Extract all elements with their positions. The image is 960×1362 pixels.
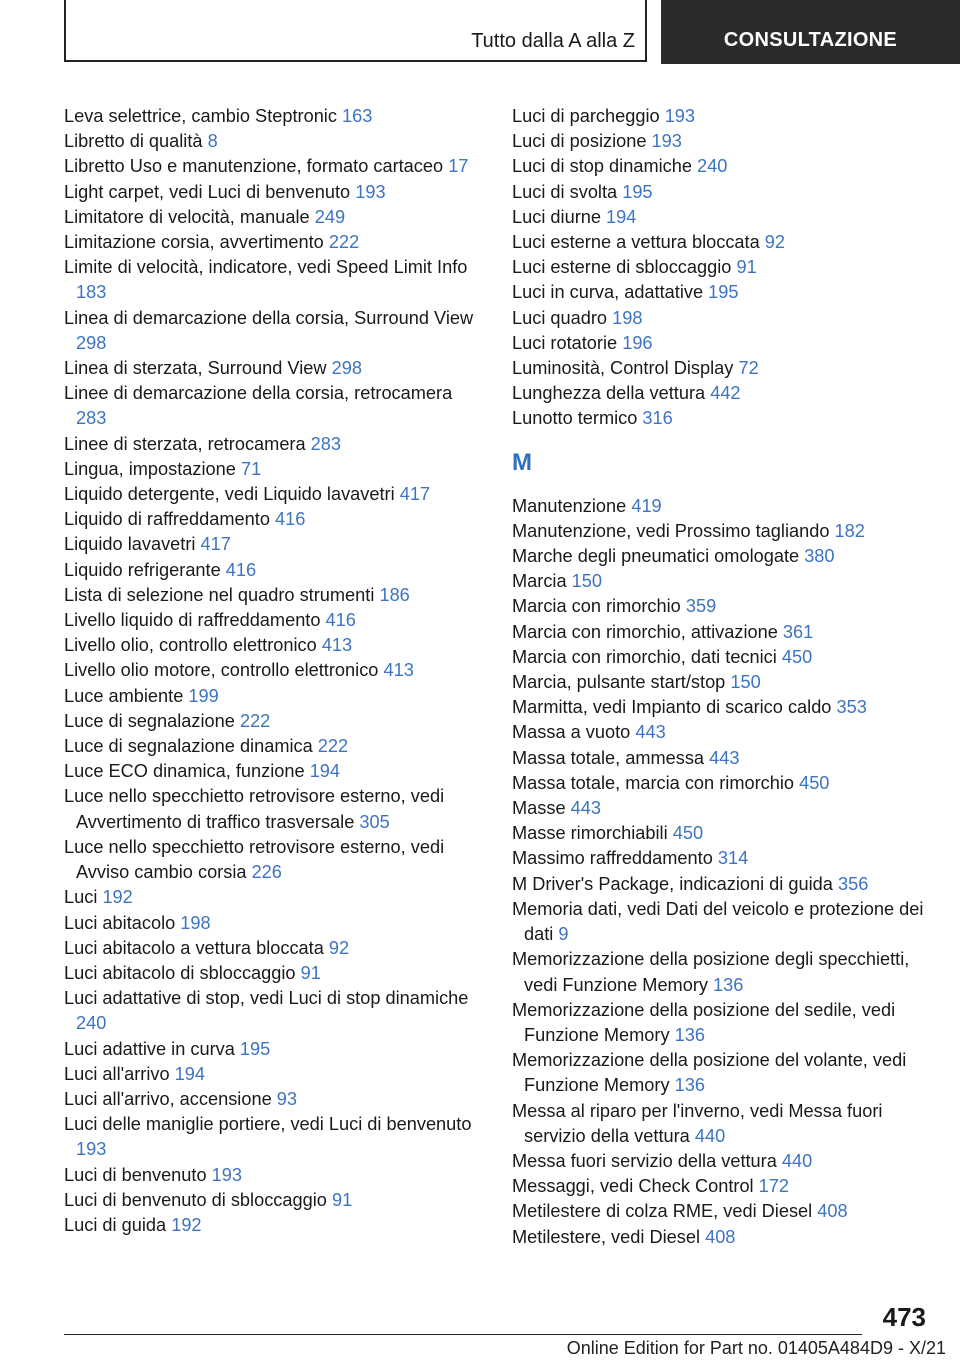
page-reference-link[interactable]: 91 bbox=[331, 1189, 353, 1210]
entry-text: Luci diurne bbox=[512, 206, 601, 227]
page-reference-link[interactable]: 91 bbox=[736, 257, 757, 278]
page-reference-link[interactable]: 314 bbox=[717, 848, 749, 869]
entry-text: Lista di selezione nel quadro strumenti bbox=[64, 584, 375, 605]
entry-text: Luci delle maniglie portiere, vedi Luci di benvenuto bbox=[64, 1114, 472, 1135]
index-entry bbox=[64, 1163, 474, 1188]
index-entry bbox=[512, 620, 932, 645]
page-reference-link[interactable]: 150 bbox=[730, 672, 761, 693]
page-number: 473 bbox=[882, 1302, 926, 1332]
entry-text: Luci di benvenuto bbox=[64, 1164, 207, 1185]
entry-text: Limite di velocità, indicatore, vedi Speed Limit Info bbox=[64, 257, 468, 278]
index-entry bbox=[512, 720, 932, 745]
index-entry bbox=[512, 230, 932, 255]
index-entry bbox=[64, 608, 474, 633]
entry-text: Liquido lavavetri bbox=[64, 534, 196, 555]
page-reference-link[interactable]: 136 bbox=[674, 1075, 705, 1096]
index-entry bbox=[64, 709, 474, 734]
index-entry bbox=[64, 180, 474, 205]
index-entry bbox=[64, 558, 474, 583]
page-reference-link[interactable]: 222 bbox=[328, 232, 360, 253]
page-reference-link[interactable]: 240 bbox=[76, 1013, 107, 1034]
page-reference-link[interactable]: 93 bbox=[276, 1088, 297, 1109]
page-reference-link[interactable]: 196 bbox=[622, 332, 653, 353]
index-entry bbox=[64, 911, 474, 936]
page-reference-link[interactable]: 8 bbox=[207, 131, 218, 152]
page-reference-link[interactable]: 192 bbox=[171, 1214, 202, 1235]
entry-text: M Driver's Package, indicazioni di guida bbox=[512, 873, 833, 894]
entry-text: Messa fuori servizio della vettura bbox=[512, 1150, 777, 1171]
entry-text: Marcia con rimorchio, dati tecnici bbox=[512, 646, 777, 667]
page-reference-link[interactable]: 92 bbox=[764, 232, 785, 253]
entry-text: Luce ambiente bbox=[64, 685, 184, 706]
footer-edition: Online Edition for Part no. 01405A484D9 - X/21 bbox=[566, 1338, 946, 1358]
page-reference-link[interactable]: 298 bbox=[76, 332, 107, 353]
index-entry bbox=[512, 695, 932, 720]
entry-text: Marcia bbox=[512, 571, 567, 592]
page-reference-link[interactable]: 194 bbox=[309, 761, 341, 782]
entry-text: Massa a vuoto bbox=[512, 722, 631, 743]
page-reference-link[interactable]: 443 bbox=[635, 722, 666, 743]
index-group-l bbox=[512, 104, 932, 432]
entry-text: Luci abitacolo a vettura bloccata bbox=[64, 937, 324, 958]
index-entry bbox=[64, 432, 474, 457]
page-reference-link[interactable]: 353 bbox=[836, 697, 867, 718]
index-entry bbox=[64, 784, 474, 834]
page-reference-link[interactable]: 408 bbox=[817, 1201, 848, 1222]
entry-text: Luci adattive in curva bbox=[64, 1038, 235, 1059]
page-reference-link[interactable]: 193 bbox=[211, 1164, 243, 1185]
entry-text: Light carpet, vedi Luci di benvenuto bbox=[64, 181, 351, 202]
chapter-tab: CONSULTAZIONE bbox=[661, 0, 960, 64]
page-reference-link[interactable]: 249 bbox=[314, 206, 346, 227]
index-entry bbox=[64, 1062, 474, 1087]
index-entry bbox=[512, 1149, 932, 1174]
page-reference-link[interactable]: 305 bbox=[359, 811, 390, 832]
page-reference-link[interactable]: 443 bbox=[709, 747, 740, 768]
index-entry bbox=[512, 670, 932, 695]
page-reference-link[interactable]: 450 bbox=[672, 823, 704, 844]
page-reference-link[interactable]: 193 bbox=[651, 131, 682, 152]
index-entry bbox=[512, 746, 932, 771]
entry-text: Marcia con rimorchio, attivazione bbox=[512, 621, 778, 642]
entry-text: Luci abitacolo bbox=[64, 912, 176, 933]
page-reference-link[interactable]: 182 bbox=[834, 520, 865, 541]
index-entry bbox=[64, 482, 474, 507]
page-reference-link[interactable]: 359 bbox=[685, 596, 717, 617]
page-reference-link[interactable]: 226 bbox=[251, 862, 282, 883]
page-reference-link[interactable]: 316 bbox=[642, 408, 673, 429]
index-entry bbox=[64, 356, 474, 381]
entry-text: Linea di demarcazione della corsia, Surround View bbox=[64, 307, 474, 328]
page-reference-link[interactable]: 92 bbox=[328, 937, 350, 958]
entry-text: Luci esterne di sbloccaggio bbox=[512, 257, 732, 278]
entry-text: Luce di segnalazione dinamica bbox=[64, 736, 313, 757]
index-entry bbox=[64, 936, 474, 961]
index-entry bbox=[64, 255, 474, 305]
page-reference-link[interactable]: 283 bbox=[76, 408, 107, 429]
page-reference-link[interactable]: 408 bbox=[705, 1226, 736, 1247]
index-entry bbox=[64, 835, 474, 885]
entry-text: Luci di svolta bbox=[512, 181, 618, 202]
entry-text: Luci in curva, adattative bbox=[512, 282, 704, 303]
index-entry bbox=[512, 406, 932, 431]
page-reference-link[interactable]: 283 bbox=[310, 433, 342, 454]
index-entry bbox=[512, 947, 932, 997]
index-entry bbox=[512, 872, 932, 897]
page-reference-link[interactable]: 183 bbox=[76, 282, 107, 303]
page-reference-link[interactable]: 417 bbox=[200, 534, 231, 555]
index-entry bbox=[512, 494, 932, 519]
page-reference-link[interactable]: 172 bbox=[758, 1176, 790, 1197]
page-reference-link[interactable]: 194 bbox=[174, 1063, 205, 1084]
entry-text: Memorizzazione della posizione del sedile, vedi Funzione Memory bbox=[512, 999, 896, 1045]
index-entry bbox=[64, 1213, 474, 1238]
entry-text: Luce nello specchietto retrovisore esterno, vedi Avviso cambio corsia bbox=[64, 836, 445, 883]
entry-text: Massa totale, marcia con rimorchio bbox=[512, 772, 795, 793]
index-entry bbox=[512, 205, 932, 230]
page-reference-link[interactable]: 222 bbox=[317, 736, 349, 757]
index-column-right bbox=[512, 104, 932, 1250]
index-entry bbox=[512, 796, 932, 821]
entry-text: Memorizzazione della posizione degli specchietti, vedi Funzione Memory bbox=[512, 949, 910, 995]
page-reference-link[interactable]: 71 bbox=[240, 458, 262, 479]
entry-text: Manutenzione bbox=[512, 495, 627, 516]
page-reference-link[interactable]: 442 bbox=[710, 383, 741, 404]
index-entry bbox=[512, 594, 932, 619]
page-reference-link[interactable]: 193 bbox=[355, 181, 386, 202]
page-reference-link[interactable]: 150 bbox=[571, 571, 602, 592]
entry-text: Memoria dati, vedi Dati del veicolo e protezione dei dati bbox=[512, 898, 924, 945]
index-entry bbox=[512, 180, 932, 205]
index-entry bbox=[512, 569, 932, 594]
letter-heading-m: M bbox=[512, 448, 532, 476]
page-reference-link[interactable]: 361 bbox=[782, 621, 814, 642]
index-entry bbox=[64, 1112, 474, 1162]
index-entry bbox=[64, 1188, 474, 1213]
index-entry bbox=[512, 544, 932, 569]
entry-text: Manutenzione, vedi Prossimo tagliando bbox=[512, 520, 830, 541]
page-reference-link[interactable]: 416 bbox=[325, 610, 356, 631]
page-reference-link[interactable]: 298 bbox=[331, 358, 362, 379]
header-section-box bbox=[64, 0, 647, 62]
index-entry bbox=[64, 633, 474, 658]
page-reference-link[interactable]: 419 bbox=[631, 495, 662, 516]
index-entry bbox=[64, 230, 474, 255]
page-reference-link[interactable]: 198 bbox=[180, 912, 211, 933]
entry-text: Luci rotatorie bbox=[512, 332, 618, 353]
entry-text: Metilestere, vedi Diesel bbox=[512, 1226, 701, 1247]
index-entry bbox=[512, 1199, 932, 1224]
index-entry bbox=[512, 381, 932, 406]
page-reference-link[interactable]: 416 bbox=[225, 559, 257, 580]
entry-text: Messaggi, vedi Check Control bbox=[512, 1176, 754, 1197]
entry-text: Marmitta, vedi Impianto di scarico caldo bbox=[512, 697, 832, 718]
entry-text: Livello olio motore, controllo elettronico bbox=[64, 660, 379, 681]
page-reference-link[interactable]: 195 bbox=[708, 282, 739, 303]
entry-text: Livello liquido di raffreddamento bbox=[64, 610, 321, 631]
index-entry bbox=[512, 1048, 932, 1098]
page-reference-link[interactable]: 440 bbox=[781, 1150, 813, 1171]
entry-text: Livello olio, controllo elettronico bbox=[64, 635, 317, 656]
index-entry bbox=[64, 684, 474, 709]
entry-text: Liquido detergente, vedi Liquido lavavetri bbox=[64, 484, 395, 505]
entry-text: Luci di posizione bbox=[512, 131, 647, 152]
page-reference-link[interactable]: 193 bbox=[76, 1139, 107, 1160]
index-entry bbox=[64, 583, 474, 608]
entry-text: Limitatore di velocità, manuale bbox=[64, 206, 310, 227]
entry-text: Luci di guida bbox=[64, 1214, 167, 1235]
entry-text: Luce di segnalazione bbox=[64, 710, 235, 731]
index-entry bbox=[512, 821, 932, 846]
page-reference-link[interactable]: 443 bbox=[570, 798, 601, 819]
entry-text: Libretto Uso e manutenzione, formato cartaceo bbox=[64, 156, 444, 177]
index-entry bbox=[64, 457, 474, 482]
page-reference-link[interactable]: 163 bbox=[342, 106, 373, 126]
entry-text: Linea di sterzata, Surround View bbox=[64, 358, 327, 379]
index-entry bbox=[64, 104, 474, 129]
index-entry bbox=[512, 519, 932, 544]
page-reference-link[interactable]: 440 bbox=[694, 1125, 726, 1146]
page-reference-link[interactable]: 195 bbox=[239, 1038, 271, 1059]
index-column-left bbox=[64, 104, 474, 1238]
entry-text: Luci di parcheggio bbox=[512, 106, 660, 126]
index-entry bbox=[64, 532, 474, 557]
entry-text: Luci abitacolo di sbloccaggio bbox=[64, 962, 296, 983]
entry-text: Messa al riparo per l'inverno, vedi Messa fuori servizio della vettura bbox=[512, 1100, 883, 1146]
page-reference-link[interactable]: 192 bbox=[102, 887, 133, 908]
index-entry bbox=[64, 885, 474, 910]
section-title: Tutto dalla A alla Z bbox=[471, 30, 635, 52]
page-reference-link[interactable]: 240 bbox=[697, 156, 728, 177]
entry-text: Luminosità, Control Display bbox=[512, 358, 734, 379]
index-entry bbox=[512, 897, 932, 947]
index-entry bbox=[512, 255, 932, 280]
index-entry bbox=[512, 1099, 932, 1149]
entry-text: Luci all'arrivo bbox=[64, 1063, 170, 1084]
page-reference-link[interactable]: 91 bbox=[300, 962, 321, 983]
entry-text: Marcia, pulsante start/stop bbox=[512, 672, 726, 693]
index-entry bbox=[512, 846, 932, 871]
index-entry bbox=[512, 154, 932, 179]
index-entry bbox=[64, 154, 474, 179]
index-entry bbox=[64, 759, 474, 784]
index-entry bbox=[512, 1174, 932, 1199]
index-entry bbox=[64, 507, 474, 532]
page-reference-link[interactable]: 380 bbox=[804, 546, 835, 567]
entry-text: Marcia con rimorchio bbox=[512, 596, 681, 617]
entry-text: Masse rimorchiabili bbox=[512, 823, 668, 844]
index-entry bbox=[64, 1037, 474, 1062]
index-group-m bbox=[512, 494, 932, 1250]
entry-text: Linee di demarcazione della corsia, retrocamera bbox=[64, 383, 453, 404]
index-entry bbox=[512, 1225, 932, 1250]
entry-text: Luce nello specchietto retrovisore esterno, vedi Avvertimento di traffico trasversale bbox=[64, 786, 445, 832]
page-reference-link[interactable]: 416 bbox=[275, 509, 306, 530]
index-entry bbox=[64, 961, 474, 986]
index-entry bbox=[512, 998, 932, 1048]
page-reference-link[interactable]: 417 bbox=[399, 484, 431, 505]
index-entry bbox=[64, 306, 474, 356]
page-reference-link[interactable]: 186 bbox=[379, 584, 410, 605]
entry-text: Massimo raffreddamento bbox=[512, 848, 713, 869]
index-entry bbox=[512, 280, 932, 305]
page-reference-link[interactable]: 193 bbox=[664, 106, 696, 126]
index-entry bbox=[64, 205, 474, 230]
page-reference-link[interactable]: 194 bbox=[606, 206, 637, 227]
page-reference-link[interactable]: 72 bbox=[738, 358, 759, 379]
index-entry bbox=[64, 986, 474, 1036]
entry-text: Marche degli pneumatici omologate bbox=[512, 546, 800, 567]
page-reference-link[interactable]: 199 bbox=[188, 685, 219, 706]
entry-text: Lingua, impostazione bbox=[64, 458, 236, 479]
page-reference-link[interactable]: 136 bbox=[674, 1024, 705, 1045]
entry-text: Liquido di raffreddamento bbox=[64, 509, 270, 530]
entry-text: Luci di stop dinamiche bbox=[512, 156, 692, 177]
index-entry bbox=[512, 356, 932, 381]
index-entry bbox=[512, 104, 932, 129]
page-reference-link[interactable]: 450 bbox=[781, 646, 813, 667]
entry-text: Masse bbox=[512, 798, 566, 819]
entry-text: Lunghezza della vettura bbox=[512, 383, 706, 404]
entry-text: Luci esterne a vettura bloccata bbox=[512, 232, 760, 253]
index-entry bbox=[512, 331, 932, 356]
entry-text: Luce ECO dinamica, funzione bbox=[64, 761, 305, 782]
entry-text: Luci all'arrivo, accensione bbox=[64, 1088, 272, 1109]
index-entry bbox=[64, 129, 474, 154]
page-reference-link[interactable]: 9 bbox=[558, 924, 569, 945]
index-entry bbox=[64, 734, 474, 759]
page-reference-link[interactable]: 450 bbox=[799, 772, 830, 793]
entry-text: Leva selettrice, cambio Steptronic bbox=[64, 106, 337, 126]
entry-text: Luci bbox=[64, 887, 98, 908]
entry-text: Libretto di qualità bbox=[64, 131, 203, 152]
entry-text: Memorizzazione della posizione del volante, vedi Funzione Memory bbox=[512, 1050, 907, 1096]
index-entry bbox=[512, 771, 932, 796]
page-reference-link[interactable]: 17 bbox=[448, 156, 469, 177]
index-entry bbox=[512, 306, 932, 331]
entry-text: Massa totale, ammessa bbox=[512, 747, 705, 768]
page-reference-link[interactable]: 413 bbox=[321, 635, 353, 656]
page-reference-link[interactable]: 413 bbox=[383, 660, 414, 681]
index-entry bbox=[64, 381, 474, 431]
entry-text: Luci adattative di stop, vedi Luci di stop dinamiche bbox=[64, 988, 469, 1009]
entry-text: Lunotto termico bbox=[512, 408, 638, 429]
page-reference-link[interactable]: 198 bbox=[612, 307, 643, 328]
page-reference-link[interactable]: 222 bbox=[239, 710, 271, 731]
index-entry bbox=[64, 1087, 474, 1112]
page-reference-link[interactable]: 136 bbox=[713, 974, 744, 995]
index-entry bbox=[512, 129, 932, 154]
footer-rule bbox=[64, 1334, 862, 1335]
entry-text: Luci di benvenuto di sbloccaggio bbox=[64, 1189, 327, 1210]
index-entry bbox=[64, 658, 474, 683]
entry-text: Liquido refrigerante bbox=[64, 559, 221, 580]
entry-text: Linee di sterzata, retrocamera bbox=[64, 433, 306, 454]
page-reference-link[interactable]: 356 bbox=[837, 873, 869, 894]
entry-text: Luci quadro bbox=[512, 307, 608, 328]
entry-text: Limitazione corsia, avvertimento bbox=[64, 232, 324, 253]
entry-text: Metilestere di colza RME, vedi Diesel bbox=[512, 1201, 813, 1222]
index-entry bbox=[512, 645, 932, 670]
page-reference-link[interactable]: 195 bbox=[622, 181, 653, 202]
